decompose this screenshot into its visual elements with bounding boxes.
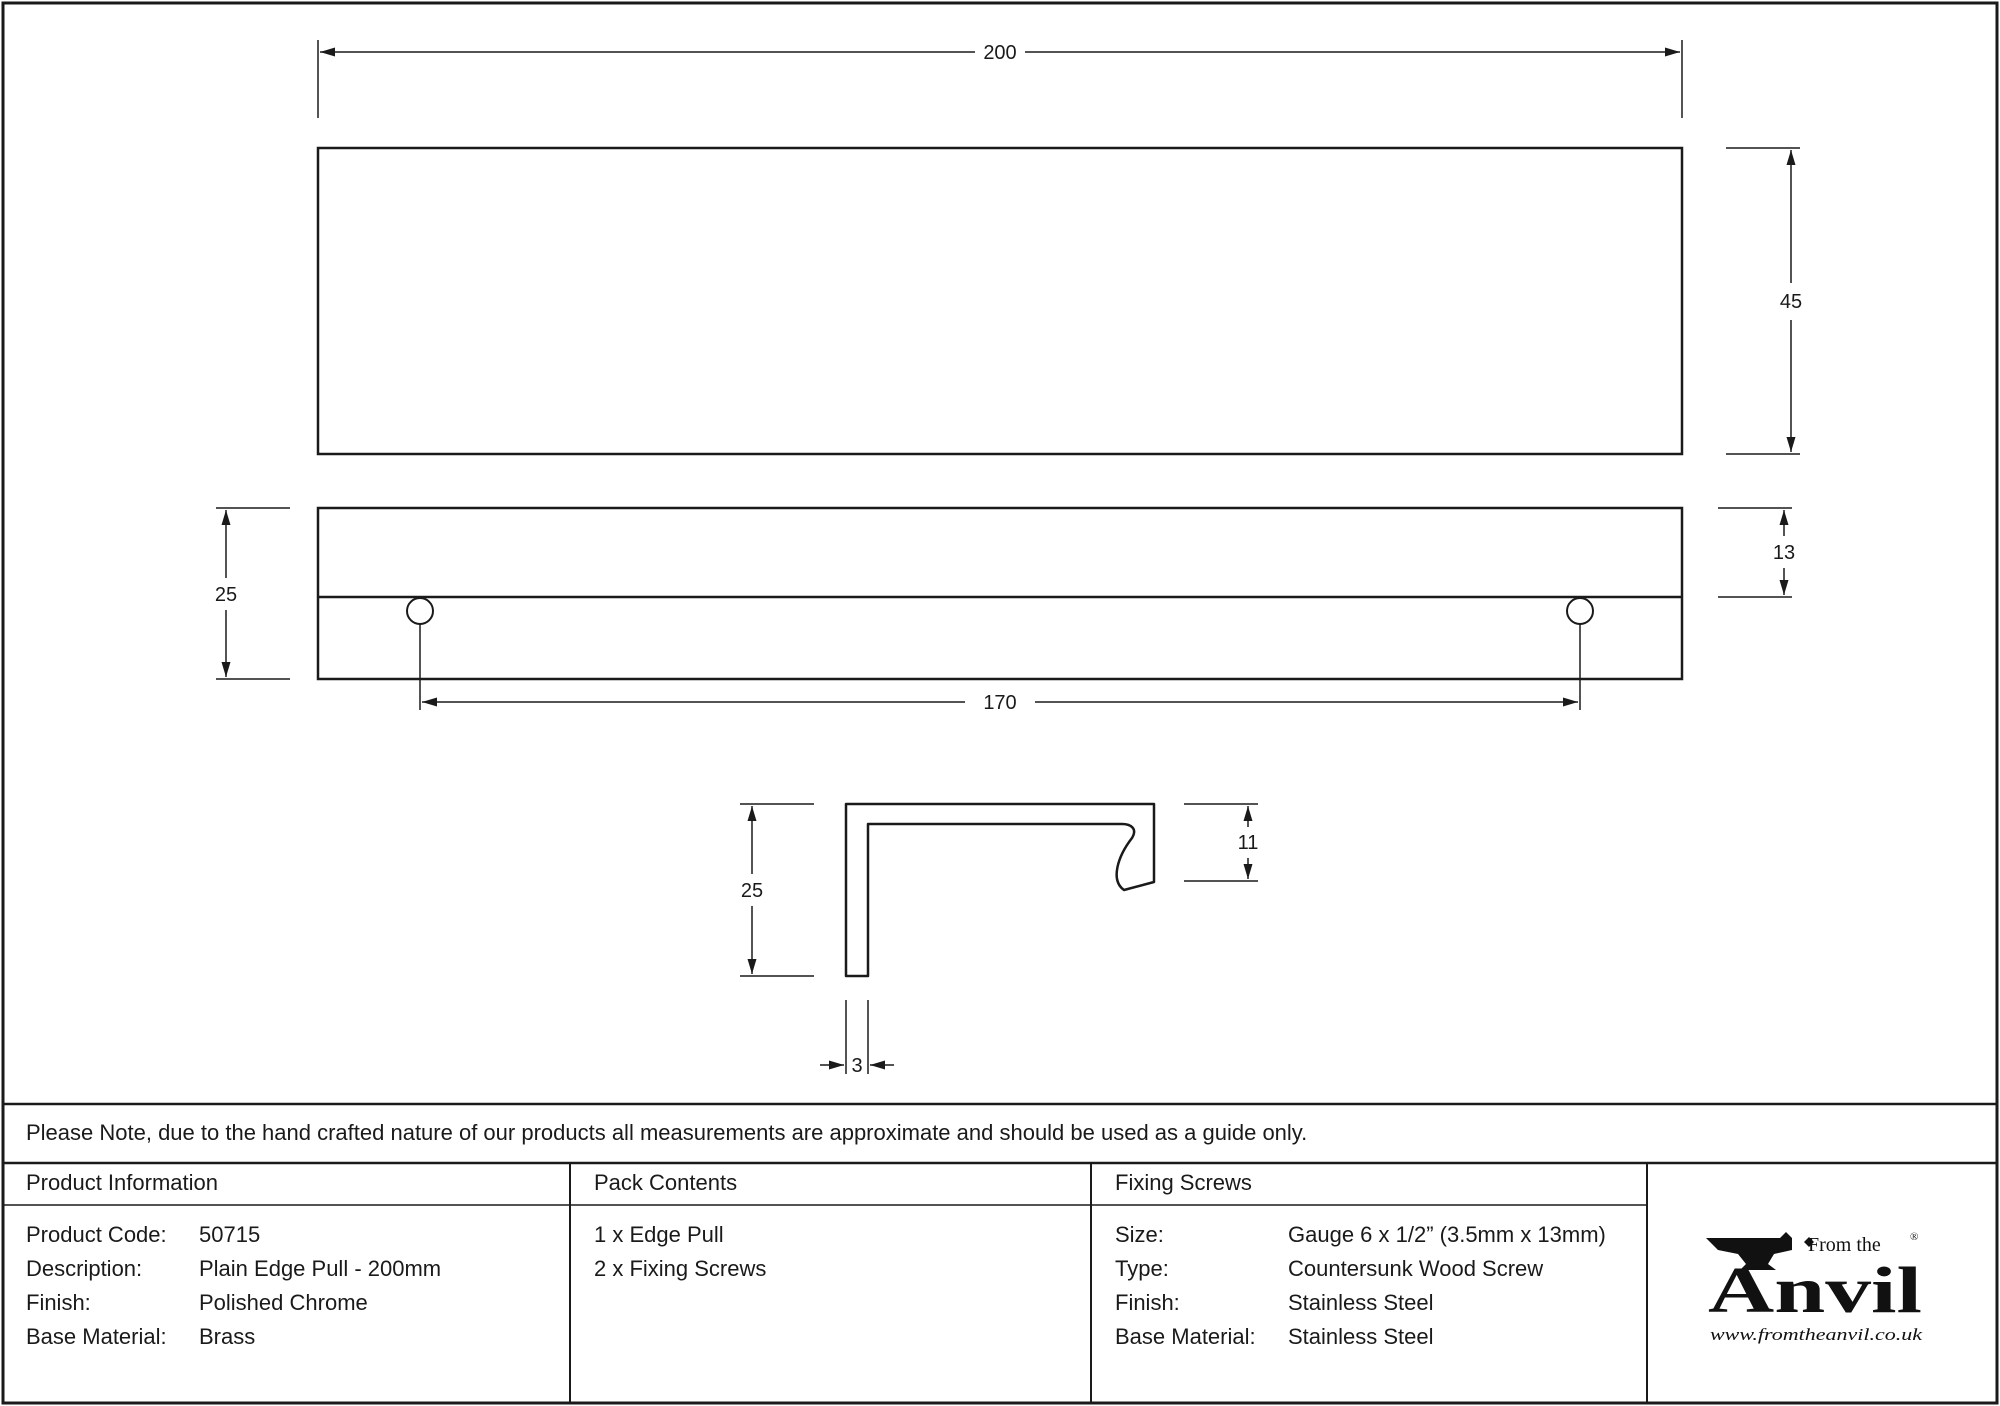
finish-label: Finish: — [26, 1290, 91, 1315]
dim-label-200: 200 — [983, 42, 1017, 64]
dim-label-3: 3 — [851, 1055, 863, 1077]
description-value: Plain Edge Pull - 200mm — [199, 1256, 442, 1281]
profile-section — [846, 804, 1154, 976]
measurement-note: Please Note, due to the hand crafted nature of our products all measurements are approximate and should be used as a guide only. — [26, 1120, 1308, 1145]
product-code-value: 50715 — [199, 1222, 261, 1247]
product-code-label: Product Code: — [26, 1222, 167, 1247]
dim-label-13: 13 — [1772, 542, 1796, 564]
dim-label-25-side: 25 — [214, 584, 238, 606]
dim-label-45: 45 — [1779, 291, 1803, 313]
screw-finish-value: Stainless Steel — [1288, 1290, 1434, 1315]
side-view-outline — [318, 508, 1682, 679]
finish-value: Polished Chrome — [199, 1290, 368, 1315]
screw-type-label: Type: — [1115, 1256, 1169, 1281]
pack-contents-heading: Pack Contents — [594, 1170, 738, 1195]
screw-size-label: Size: — [1115, 1222, 1164, 1247]
dim-label-170: 170 — [983, 692, 1017, 714]
product-information-heading: Product Information — [26, 1170, 218, 1195]
fixing-screws-heading: Fixing Screws — [1115, 1170, 1252, 1195]
dim-label-25-profile: 25 — [740, 880, 764, 902]
screw-material-label: Base Material: — [1115, 1324, 1256, 1349]
screw-size-value: Gauge 6 x 1/2” (3.5mm x 13mm) — [1288, 1222, 1606, 1247]
dim-label-11: 11 — [1237, 832, 1259, 854]
pack-item: 2 x Fixing Screws — [594, 1256, 767, 1281]
description-label: Description: — [26, 1256, 143, 1281]
logo-url: www.fromtheanvil.co.uk — [1710, 1325, 1923, 1344]
pack-item: 1 x Edge Pull — [594, 1222, 724, 1247]
base-material-value: Brass — [199, 1324, 256, 1349]
logo-anvil-word: Anvil — [1708, 1254, 1922, 1327]
top-view-outline — [318, 148, 1682, 454]
fixing-hole-right — [1567, 598, 1593, 624]
base-material-label: Base Material: — [26, 1324, 167, 1349]
logo-from-the: From the — [1808, 1234, 1881, 1256]
logo-registered-mark: ® — [1910, 1231, 1919, 1243]
screw-material-value: Stainless Steel — [1288, 1324, 1434, 1349]
screw-finish-label: Finish: — [1115, 1290, 1180, 1315]
from-the-anvil-logo — [1700, 1228, 1960, 1348]
fixing-hole-left — [407, 598, 433, 624]
screw-type-value: Countersunk Wood Screw — [1288, 1256, 1544, 1281]
